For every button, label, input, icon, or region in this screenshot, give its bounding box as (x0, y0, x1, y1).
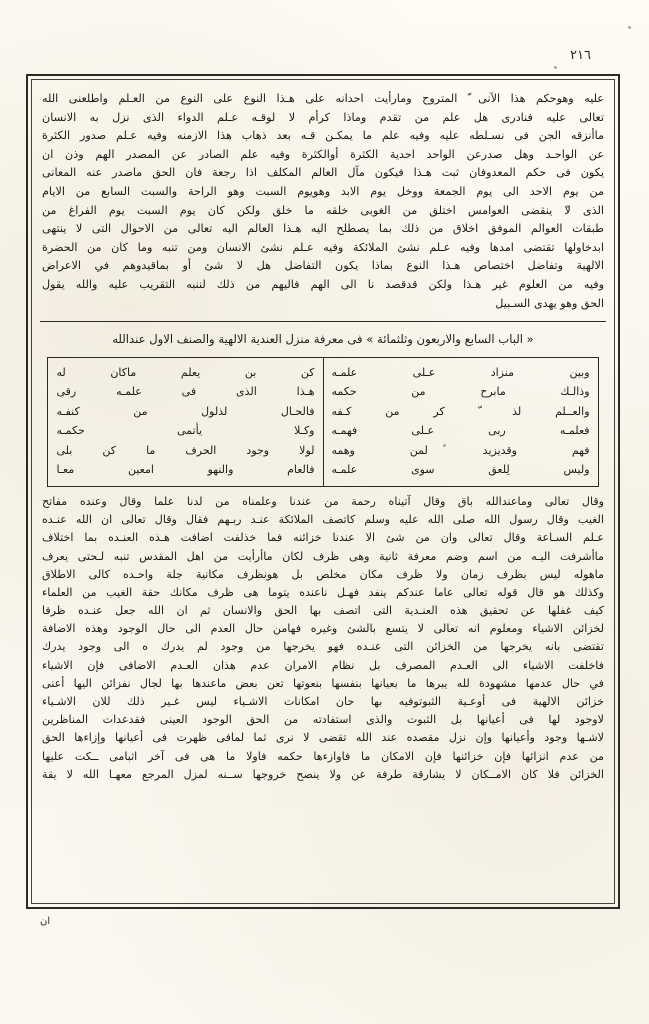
poem-cell-left (323, 357, 598, 486)
verse-line: وذالـك مابرح من حكمه (331, 385, 590, 399)
text-line: وفيه من العلوم غير هـذا ولكن قدقصد نا الى الهم فاليهم من ذلك لننبه التقريب عليه والله يقول (42, 277, 604, 291)
divider-rule (40, 321, 606, 322)
text-line: خزائن الالهية فى أوعـية الثبوتوفيه بها حان امكانات الاشـياء ليس غـير ذلك للان الاشـياء (42, 695, 604, 709)
text-line: الخزائن فلا كان الامــكان لا يشارقة طرفة عن ولا ينصح خروجها ســنه لمزل المرجع معهـا الله لا يقة (42, 767, 604, 781)
text-line: الذى لا ينقضى العوامس اختلق من الغوبى خلقه ما خلق ولكن كان يوم السبت يوم الفراغ من (42, 203, 604, 217)
text-line: تعالى عليه فنادرى هل علم من تقدم وماذا كرأم لا لوقـه عـلم الدواء الذى نزل به الانسان (42, 110, 604, 124)
text-line: ماأنزقه الجن فى نسـلطه عليه وفيه علم ما يمكـن قـه بعد ذهاب هذا الازمنه وفيه عـلم صدور الكثرة (42, 129, 604, 143)
text-line: في حال عدمها مشهودة لله يبرها ما بعيانها بنفسها بنعوتها تعن بعض ماعندها بها لجال نفزائن اليها أعنى (42, 676, 604, 690)
page-number: ٢١٦ (570, 48, 591, 63)
text-line: يكون فى حكم المعدوفان ثبت هـذا فيكون مآل العالم المكلف اذا رجعة فان الحق ماصدر عنه المعانى (42, 166, 604, 180)
verse-line: هـذا الذى فى علمـه رقى (56, 385, 315, 399)
catchword: ان (40, 916, 51, 927)
text-line: ابدخاولها تقتضى امدها وفيه عـلم نشئ الملائكة وفيه عـلم نشئ الانسان ومن تنبه وما كان من الحضرة (42, 240, 604, 254)
text-line: وقال تعالى وماعندالله باق وقال آتيناه رحمة من عندنا وعلمناه من لدنا علما وقال وعنده مفاتح (42, 494, 604, 508)
text-line: لاوجود لها فى أعيانها بل الثبوت والذى استفادته من الحق الوجود العينى فقدعدات المناظرين (42, 713, 604, 727)
text-line: عـلم السـاعة وقال تعالى وان من شئ الا عندنا خزائنه فما خذلفت اضافت هـذه العنـده بما اختلاف (42, 531, 604, 545)
text-line: كيف غفلها عن تحقيق هذه العنـدية التى اتصف بها الحق والانسان ثم ان الله جعل عنـده ظرفا (42, 604, 604, 618)
paper-speck (554, 66, 557, 69)
text-line: تقتضى بانه يخرجها من الخزائن التى عنـده فهو يخرجها من وجود لم يدرك ه الى وجود يدرك (42, 640, 604, 654)
text-line: ماهوله ليس بظرف زمان ولا ظرف مكان مخلص بل هونظرف مكانية جلة واحـده كالى الاطلاق (42, 567, 604, 581)
text-line: الالهية وتفاضل اختصاص هـذا النوع بماذا يكون التفاضل هل لا شئ أو بماقيدوهم في الاعراض (42, 259, 604, 273)
table-row (48, 357, 598, 486)
text-block-container (36, 84, 610, 899)
text-line: عن الواحـد وهل صدرعن الواحد احدية الكثرة أوالكثرة وفيه علم الصادر عن المصدر الهم وذن ان (42, 147, 604, 161)
verse-line: فالعام والنهو امعين معـا (56, 463, 315, 477)
text-line: من عدم انزائها فإن خزائنها فإن الامكان ما فاوازءها حكمه فاولا ما هى فى آخر اثبامى ــكت عليها (42, 749, 604, 763)
verse-line: وبين منزاد عـلى علمـه (331, 365, 590, 379)
verse-line: فالحـال لذلول من كنفـه (56, 404, 315, 418)
chapter-heading: « الباب السابع والاربعون وثلثمائة » فى معرفة منزل العندية الالهية والصنف الاول عندالله (112, 332, 534, 347)
text-line: وكذلك هو قال قوله تعالى عاما عندكم ينفد فهـل ناعنده يتوما هى ظرف مكانك حقة الغيب من العلماء (42, 585, 604, 599)
text-line: لاشـها وجود وأعيانها وإن نزل مقصده عند الله تقضى لا نرى ثما لمافى ظهرت فى أعيانها وإزاءها الحق (42, 731, 604, 745)
text-line: ماأشرفت اليـه من اسم وضم معرفة ثانية وهى ظرف لكان ماأرأيت من اهل المقدس تنبه لـحتى يعرف (42, 549, 604, 563)
section-top (36, 90, 610, 313)
verse-line: فعلمـه ربى عـلى فهمـه (331, 424, 590, 438)
poem-cell-right (48, 357, 323, 486)
text-line: طبقات العوالم الموفق اخلاق من ذلك بما يصطلح اليه هـذا العالم اليه تعالى من الاحوال التى لا ينتهى (42, 222, 604, 236)
text-line: من يوم الاحد الى يوم الجمعة ووخل يوم الابد وهويوم السبت وهو الراحة والسبت السابع من الايام (42, 184, 604, 198)
verse-line: وكـلا يأتمى حكمـه (56, 424, 315, 438)
verse-line: كن بن يعلم ماكان له (56, 365, 315, 379)
text-line: فاخلفت الاشياء الى العـدم المصرف بل نظام الامران عدم هذان العـدم الاضافى فإن الاشياء (42, 658, 604, 672)
text-line: عليه وهوحكم هذا الآنى ّ المتروح ومارأيت احدانه على هـذا النوع على النوع من العـلم واطلعنى الله (42, 92, 604, 105)
text-frame (26, 74, 620, 909)
text-line: الحق وهو يهدى السـبيل (495, 296, 604, 310)
text-line: الغيب وقال رسول الله صلى الله عليه وسلم كاتصف الملائكة عنـد ربـهم فقال وقال تعالى ان الله عنـده (42, 513, 604, 527)
verse-line: والعــلم لذ ّ كر من كـفه (331, 404, 590, 418)
text-line: لخزائن الاشياء ومعلوم انه تعالى لا يتسع بالشئ وغيره فهامن حال العدم الى حال الوجود وهذه الاضافة (42, 622, 604, 636)
paper-speck (628, 26, 631, 29)
verse-line: وليس لِلعق سوى علمـه (331, 463, 590, 477)
section-bottom (36, 493, 610, 784)
verse-line: فهم وقديزيد لمن وهمه (331, 443, 590, 457)
verse-line: لولا وجود الحرف ما كن بلى (56, 443, 315, 457)
poem-table (47, 357, 598, 487)
